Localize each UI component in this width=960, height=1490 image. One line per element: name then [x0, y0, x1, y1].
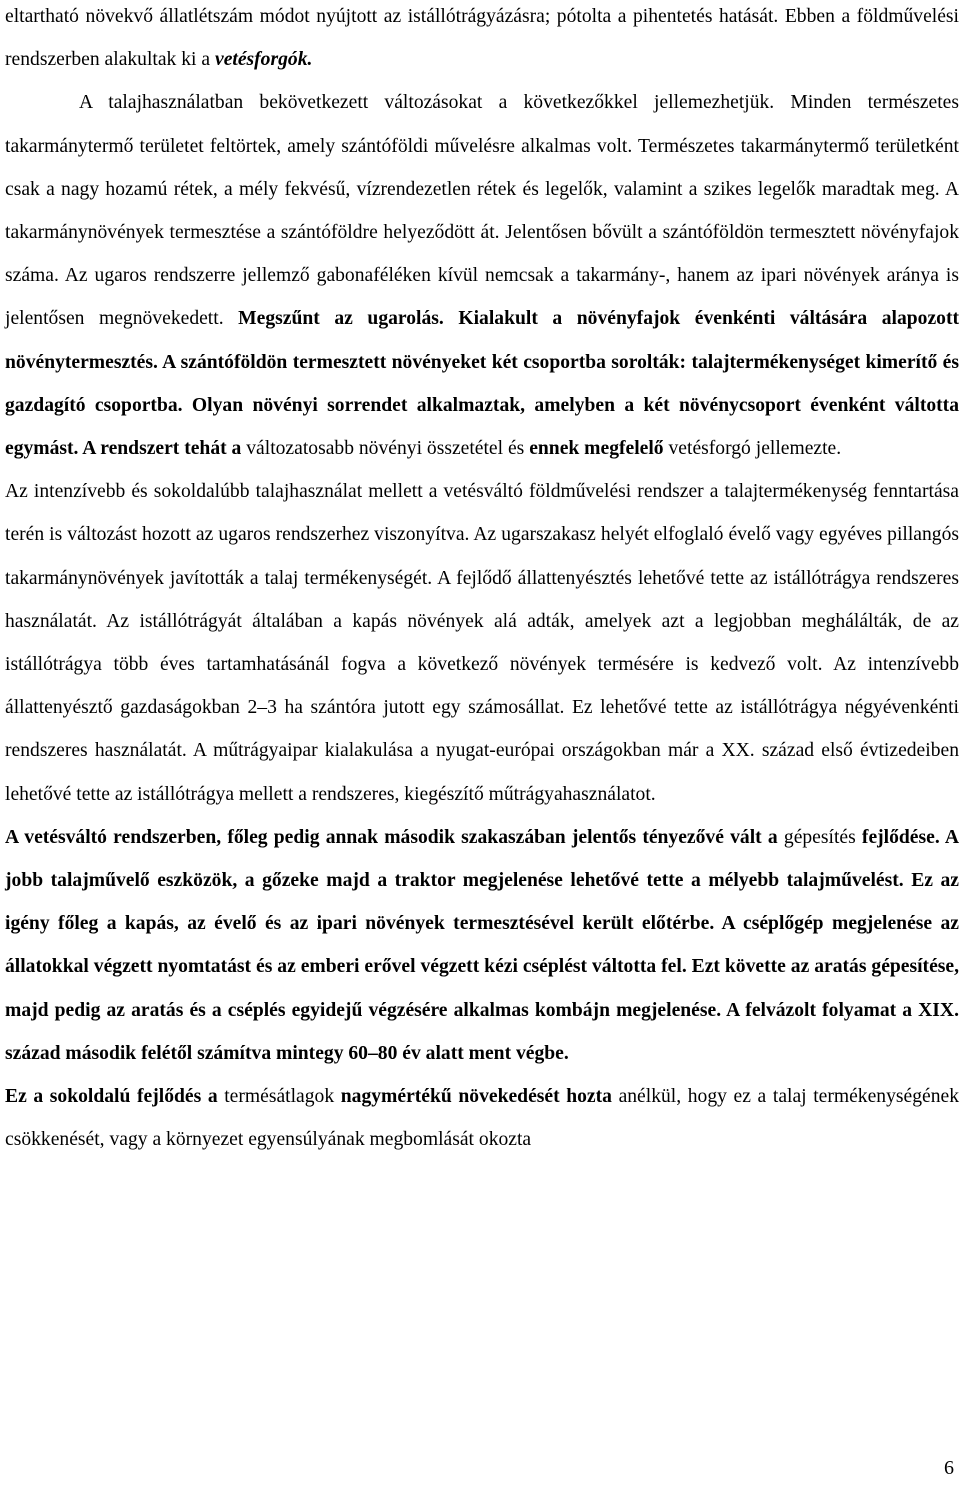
paragraph-4-run-2: gépesítés: [783, 826, 856, 848]
paragraph-3-run-1: Az intenzívebb és sokoldalúbb talajhasználat mellett a vetésváltó földművelési rendszer a talajtermékenység fenntartása terén is változást hozott az ugaros rendszerhez viszonyítva. Az ugarszakasz helyét elfoglaló évelő vagy egyéves pillangós takarmánynövények javították a talaj termékenységét. A fejlődő állattenyésztés lehetővé tette az istállótrágya rendszeres használatát. Az istállótrágyát általában a kapás növények alá adták, amelyek azt a legjobban meghálálták, de az istállótrágya több éves tartamhatásánál fogva a következő növények termésére is kedvező volt. Az intenzívebb állattenyésztő gazdaságokban 2–3 ha szántóra jutott egy számosállat. Ez lehetővé tette az istállótrágya négyévenkénti rendszeres használatát. A műtrágyaipar kialakulása a nyugat-európai országokban már a XX. század első évtizedeiben lehetővé tette az istállótrágya mellett a rendszeres, kiegészítő műtrágyahasználatot.: [5, 481, 959, 805]
paragraph-2-run-2: Megszűnt az ugarolás. Kialakult a növényfajok évenkénti váltására alapozott növénytermesztés. A szántóföldön termesztett növényeket két csoportba sorolták: talajtermékenységet kimerítő és gazdagító csoportba. Olyan növényi sorrendet alkalmaztak, amelyben a két növénycsoport évenként váltotta egymást. A rendszert tehát a: [5, 308, 959, 460]
paragraph-5-run-4: anélkül, hogy ez a talaj termékenységének csökkenését, vagy a környezet egyensúlyának megbomlását okozta: [5, 1086, 960, 1151]
paragraph-4: [5, 816, 959, 1075]
paragraph-5: [5, 1075, 959, 1161]
paragraph-4-run-1: A vetésváltó rendszerben, főleg pedig annak második szakaszában jelentős tényezővé vált a: [5, 826, 784, 848]
paragraph-5-run-3: nagymértékű növekedését hozta: [340, 1086, 612, 1108]
document-page: [5, 0, 959, 1161]
paragraph-3: [5, 470, 959, 816]
paragraph-2-run-5: vetésforgó jellemezte.: [663, 438, 842, 460]
paragraph-2-run-4: ennek megfelelő: [529, 438, 664, 460]
paragraph-1: [5, 0, 959, 81]
page-number: 6: [944, 1457, 954, 1479]
paragraph-2-run-3: változatosabb növényi összetétel és: [241, 438, 530, 460]
paragraph-4-run-3: fejlődése. A jobb talajművelő eszközök, a gőzeke majd a traktor megjelenése lehetővé tette a mélyebb talajművelést. Ez az igény főleg a kapás, az évelő és az ipari növények termesztésével került előtérbe. A cséplőgép megjelenése az állatokkal végzett nyomtatást és az emberi erővel végzett kézi cséplést váltotta fel. Ezt követte az aratás gépesítése, majd pedig az aratás és a cséplés egyidejű végzésére alkalmas kombájn megjelenése. A felvázolt folyamat a XIX. század második felétől számítva mintegy 60–80 év alatt ment végbe.: [5, 826, 959, 1064]
paragraph-5-run-2: termésátlagok: [217, 1086, 341, 1108]
paragraph-5-run-1: Ez a sokoldalú fejlődés a: [5, 1086, 218, 1108]
paragraph-1-run-1: eltartható növekvő állatlétszám módot nyújtott az istállótrágyázásra; pótolta a pihentetés hatását. Ebben a földművelési rendszerben alakultak ki a: [5, 6, 959, 71]
paragraph-2-run-1: A talajhasználatban bekövetkezett változásokat a következőkkel jellemezhetjük. Minden természetes takarmánytermő területet feltörtek, amely szántóföldi művelésre alkalmas volt. Természetes takarmánytermő területként csak a nagy hozamú rétek, a mély fekvésű, vízrendezetlen rétek és legelők, valamint a szikes legelők maradtak meg. A takarmánynövények termesztése a szántóföldre helyeződött át. Jelentősen bővült a szántóföldön termesztett növényfajok száma. Az ugaros rendszerre jellemző gabonaféléken kívül nemcsak a takarmány-, hanem az ipari növények aránya is jelentősen megnövekedett.: [5, 92, 959, 330]
paragraph-2: [5, 81, 959, 470]
paragraph-1-run-2: vetésforgók.: [215, 49, 313, 71]
